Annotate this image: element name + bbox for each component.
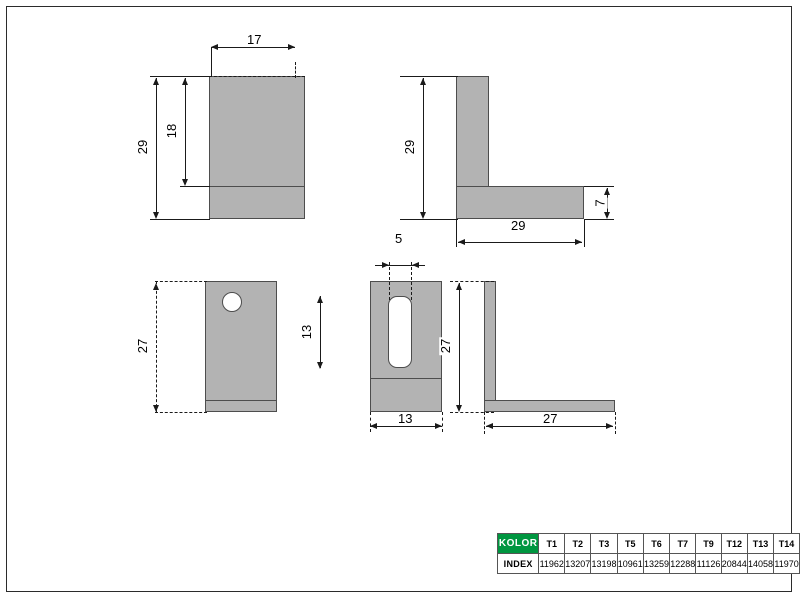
color-code-cell: T12 (721, 534, 747, 554)
color-index-cell: 11126 (696, 554, 721, 574)
color-table-header-row (498, 534, 800, 554)
color-table-kolor-label: KOLOR (498, 534, 539, 554)
dim-arrow-17-right (288, 44, 295, 50)
dim-line-27-horiz (486, 426, 613, 427)
dim-arrow-27-bottom (153, 405, 159, 412)
dim-ext-17-left (211, 47, 212, 77)
dim-arrow-29-bottom (153, 212, 159, 219)
dim-arrow-13h-right (435, 423, 442, 429)
dim-arrow-7-bottom (604, 212, 610, 219)
color-index-cell: 11970 (774, 554, 800, 574)
dim-arrow-5-right (412, 262, 419, 268)
color-code-cell: T7 (670, 534, 696, 554)
color-index-table (497, 533, 800, 574)
part-flange-front-bottom (205, 400, 277, 412)
dim-arrow-18-top (182, 78, 188, 85)
ext-line-27len-right (615, 412, 616, 434)
ext-line-29-bottom (150, 219, 210, 220)
color-code-cell: T2 (565, 534, 591, 554)
dim-arrow-27v-top (456, 283, 462, 290)
dim-line-27-vert-right (459, 283, 460, 410)
dim-arrow-29v-top (420, 78, 426, 85)
ext-line-27-left-cap (156, 281, 157, 412)
dim-label-13-vertical: 13 (299, 324, 315, 340)
dim-label-27-left: 27 (135, 338, 151, 354)
dim-line-29-vert-right (423, 78, 424, 217)
color-code-cell: T5 (617, 534, 643, 554)
dim-arrow-27h-left (486, 423, 493, 429)
ext-line-top (209, 76, 305, 77)
dim-label-27-horizontal: 27 (543, 411, 558, 426)
ext-line-13h-right (442, 412, 443, 432)
color-index-cell: 12288 (670, 554, 696, 574)
ext-line-27v-bottom (450, 412, 494, 413)
dim-arrow-27-top (153, 283, 159, 290)
dim-arrow-18-bottom (182, 179, 188, 186)
dim-line-13-vert (320, 296, 321, 368)
dim-label-27-vertical-right: 27 (438, 338, 454, 354)
dim-line-29-horiz (458, 242, 582, 243)
part-corner-join-top-right (458, 188, 487, 217)
ext-line-slot-left (389, 262, 390, 300)
ext-line-29h-top (400, 76, 458, 77)
dim-line-18 (185, 78, 186, 184)
part-flange-front-top (209, 186, 305, 219)
color-index-cell: 10961 (617, 554, 643, 574)
dim-arrow-27v-bottom (456, 405, 462, 412)
ext-line-7-top (584, 186, 614, 187)
color-table-index-row (498, 554, 800, 574)
color-index-cell: 13207 (565, 554, 591, 574)
color-index-cell: 13259 (643, 554, 669, 574)
ext-line-27len-left (484, 412, 485, 434)
color-index-cell: 20844 (721, 554, 747, 574)
dim-arrow-29h-left (458, 239, 465, 245)
dim-arrow-27h-right (606, 423, 613, 429)
color-index-cell: 13198 (591, 554, 617, 574)
dim-label-29-vertical: 29 (402, 139, 418, 155)
part-flange-plan (370, 378, 442, 412)
part-corner-join-bottom-right (486, 402, 494, 410)
ext-line-18-bottom (180, 186, 210, 187)
dim-arrow-13v-bottom (317, 362, 323, 369)
ext-line-right-top (295, 62, 296, 78)
mounting-hole (222, 292, 242, 312)
dim-line-13-horiz (370, 426, 442, 427)
dim-label-17: 17 (247, 32, 262, 47)
ext-line-27v-top (450, 281, 494, 282)
dim-arrow-7-top (604, 188, 610, 195)
ext-line-27-bottom (155, 412, 207, 413)
part-vertical-leg-bottom-right (484, 281, 496, 412)
ext-line-13h-left (370, 412, 371, 432)
color-index-cell: 14058 (747, 554, 773, 574)
color-code-cell: T1 (539, 534, 565, 554)
color-code-cell: T3 (591, 534, 617, 554)
dim-arrow-29v-bottom (420, 212, 426, 219)
dim-label-18: 18 (164, 123, 180, 139)
dim-arrow-13h-left (370, 423, 377, 429)
dim-label-29-left: 29 (135, 139, 151, 155)
dim-label-7: 7 (592, 199, 608, 207)
ext-line-29len-left (456, 219, 457, 247)
dim-arrow-5-left (382, 262, 389, 268)
dim-arrow-29h-right (575, 239, 582, 245)
dim-arrow-13v-top (317, 296, 323, 303)
color-table-index-label: INDEX (498, 554, 539, 574)
dim-line-29-left (156, 78, 157, 217)
color-code-cell: T14 (774, 534, 800, 554)
slot-opening (388, 296, 412, 368)
ext-line-29-top (150, 76, 210, 77)
color-code-cell: T9 (696, 534, 721, 554)
dim-label-29-horizontal: 29 (511, 218, 526, 233)
dim-arrow-17-left (211, 44, 218, 50)
ext-line-27-top (155, 281, 207, 282)
dim-label-13-horizontal: 13 (398, 411, 413, 426)
color-code-cell: T6 (643, 534, 669, 554)
dim-label-5: 5 (395, 231, 403, 246)
dim-arrow-29-top (153, 78, 159, 85)
ext-line-29len-right (584, 219, 585, 247)
dim-line-17 (211, 47, 295, 48)
color-index-cell: 11962 (539, 554, 565, 574)
ext-line-7-bottom (584, 219, 614, 220)
ext-line-29h-bottom (400, 219, 458, 220)
color-code-cell: T13 (747, 534, 773, 554)
